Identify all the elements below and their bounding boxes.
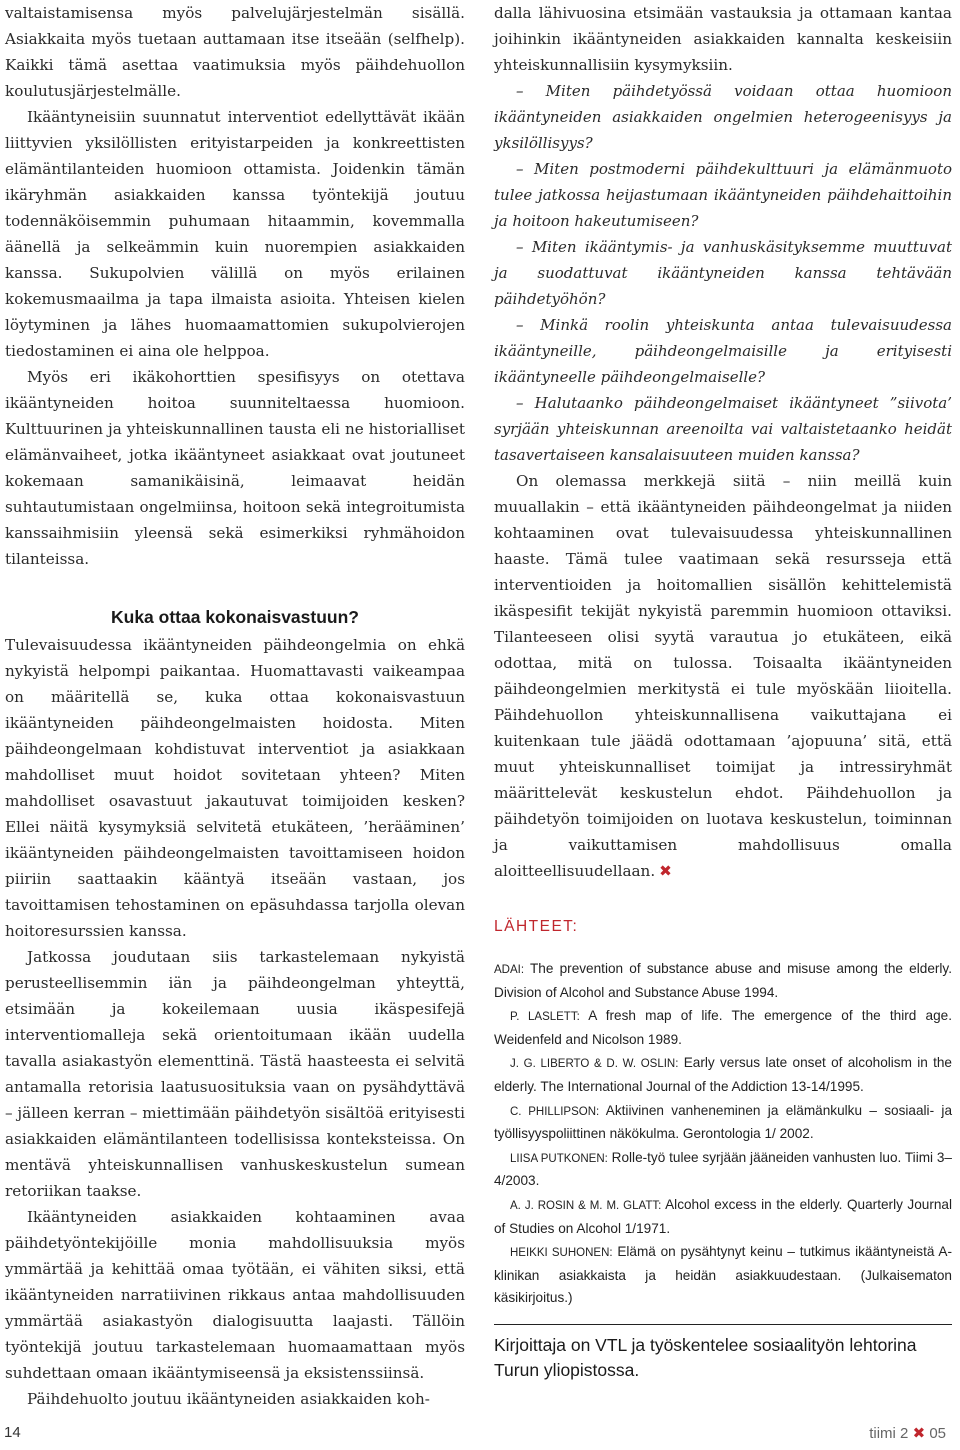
- question-item: – Miten päihdetyössä voidaan ottaa huomioon ikääntyneiden asiakkaiden ongelmien heterogeenisyys ja yksilöllisyys?: [494, 82, 952, 152]
- end-mark-icon: ✖: [659, 862, 672, 880]
- reference-author: P. LASLETT:: [510, 1011, 580, 1024]
- reference-author: J. G. LIBERTO & D. W. OSLIN:: [510, 1058, 679, 1071]
- divider: [494, 1324, 952, 1325]
- paragraph: Ikääntyneiden asiakkaiden kohtaaminen avaa päihdetyöntekijöille monia mahdollisuuksia myös ymmärtää ja kehittää omaa työtään, ei vähiten siksi, että ikääntyneiden narratiivinen rikkaus antaa mahdollisuuden ymmärtää asiakastyön dialogisuutta laajasti. Tällöin työntekijä joutuu tarkastelemaan huomaamattaan myös suhdettaan omaan ikääntymiseensä ja eksistenssiinsä.: [5, 1208, 465, 1382]
- paragraph: Jatkossa joudutaan siis tarkastelemaan nykyistä perusteellisemmin iän ja päihdeongelman yhteyttä, etsimään ja kokeilemaan uusia ikäspesifejä interventiomalleja sekä orientoitumaan ikään uudella tavalla asiakastyön elementtinä. Tästä haasteesta ei selvitä antamalla retorisia laatusuosituksia vaan on pysähdyttävä – jälleen kerran – miettimään päihdetyön sisältöä erityisesti asiakkaiden elämäntilanteen todellisissa konteksteissa. On mentävä yhteiskunnallisen vanhuskeskustelun sumean retoriikan taakse.: [5, 948, 465, 1200]
- reference-text: Aktiivinen vanheneminen ja elämänkulku – sosiaali- ja työllisyyspoliittinen näkökulma. Gerontologia 1/ 2002.: [494, 1102, 953, 1142]
- reference-item: [494, 1194, 952, 1240]
- question-item: – Miten ikääntymis- ja vanhuskäsityksemme muuttuvat ja suodattuvat ikääntyneiden kanssa tehtävään päihdetyöhön?: [494, 238, 952, 308]
- reference-item: [494, 1241, 952, 1310]
- paragraph: [494, 468, 952, 884]
- reference-text: The prevention of substance abuse and misuse among the elderly. Division of Alcohol and Substance Abuse 1994.: [494, 961, 952, 1000]
- reference-item: [494, 1005, 952, 1051]
- paragraph: Myös eri ikäkohorttien spesifisyys on otettava ikääntyneiden hoitoa suunniteltaessa huomioon. Kulttuurinen ja yhteiskunnallinen tausta eli ne historialliset elämänvaiheet, jotka ikääntyneet asiakkaat ovat joutuneet kokemaan samanikäisinä, leimaavat heidän suhtautumistaan ongelmiinsa, hoitoon sekä integroitumista kanssaihmisiin yleensä sekä esimerkiksi ryhmähoidon tilanteissa.: [5, 368, 465, 568]
- paragraph-text: On olemassa merkkejä siitä – niin meillä kuin muuallakin – että ikääntyneiden päihdeongelmat ja niiden kohtaaminen ovat tulevaisuudessa yhteiskunnallinen haaste. Tämä tulee vaatimaan sekä resursseja että interventioiden ja hoitomallien sisällön kehittelemistä ikäspesifit tekijät nykyistä paremmin huomioon ottaviksi. Tilanteeseen olisi syytä varautua jo etukäteen, eikä odottaa, mitä on tulossa. Toisaalta ikääntyneiden päihdeongelmien merkitystä ei tule myöskään liioitella. Päihdehuollon yhteiskunnallisena vaikuttajana ei kuitenkaan tule jäädä odottamaan ’ajopuuna’ sitä, että muut yhteiskunnalliset toimijat ja intressiryhmät määrittelevät keskustelun ehdot. Päihdehuollon ja päihdetyön toimijoiden on luotava keskustelun, toiminnan ja vaikuttamisen mahdollisuus omalla aloitteellisuudellaan.: [494, 472, 952, 880]
- reference-item: [494, 1052, 952, 1098]
- reference-author: C. PHILLIPSON:: [510, 1105, 600, 1118]
- references-list: [494, 958, 952, 1310]
- reference-item: [494, 1147, 952, 1193]
- issue-number: 05: [929, 1425, 946, 1442]
- reference-author: ADAI:: [494, 964, 525, 976]
- paragraph: valtaistamisensa myös palvelujärjestelmän sisällä. Asiakkaita myös tuetaan auttamaan itse itseään (selfhelp). Kaikki tämä asettaa vaatimuksia myös päihdehuollon koulutusjärjestelmälle.: [5, 4, 465, 100]
- reference-author: A. J. ROSIN & M. M. GLATT:: [510, 1199, 662, 1212]
- reference-author: LIISA PUTKONEN:: [510, 1152, 608, 1165]
- reference-text: Elämä on pysähtynyt keinu – tutkimus ikääntyneistä A-klinikan asiakkaista ja heidän asiakkuudestaan. (Julkaisematon käsikirjoitus.): [494, 1244, 952, 1306]
- left-column: [5, 0, 465, 1412]
- right-column: [494, 0, 952, 1383]
- author-note: Kirjoittaja on VTL ja työskentelee sosiaalityön lehtorina Turun yliopistossa.: [494, 1334, 917, 1380]
- magazine-footer: [869, 1424, 946, 1442]
- paragraph: Tulevaisuudessa ikääntyneiden päihdeongelmia on ehkä nykyistä helpompi paikantaa. Huomattavasti vaikeampaa on määritellä se, kuka ottaa kokonaisvastuun ikääntyneiden päihdeongelmaisten hoidosta. Miten päihdeongelmaan kohdistuvat interventiot ja asiakkaan mahdolliset muut hoidot sovitetaan yhteen? Miten mahdolliset osavastuut jakautuvat toimijoiden kesken? Ellei näitä kysymyksiä selvitetä etukäteen, ’herääminen’ ikääntyneiden päihdeongelmaisten tavoittamiseen hoidon piiriin saattaakin kääntyä itseään vastaan, jos tavoittamisen tehostaminen on epäsuhdassa tarjolla olevan hoitoresurssien kanssa.: [5, 636, 465, 940]
- reference-item: [494, 958, 952, 1004]
- question-item: – Miten postmoderni päihdekulttuuri ja elämänmuoto tulee jatkossa heijastumaan ikääntyneiden päihdehaittoihin ja hoitoon hakeutumiseen?: [494, 160, 952, 230]
- paragraph: Päihdehuolto joutuu ikääntyneiden asiakkaiden koh-: [27, 1390, 430, 1408]
- question-item: – Halutaanko päihdeongelmaiset ikääntyneet ”siivota’ syrjään yhteiskunnan areenoilta vai valtaistetaanko heidät tasavertaiseen kansalaisuuteen muiden kanssa?: [494, 394, 952, 464]
- paragraph: dalla lähivuosina etsimään vastauksia ja ottamaan kantaa joihinkin ikääntyneiden asiakkaiden kannalta keskeisiin yhteiskunnallisiin kysymyksiin.: [494, 4, 952, 74]
- reference-author: HEIKKI SUHONEN:: [510, 1247, 613, 1260]
- reference-text: Early versus late onset of alcoholism in the elderly. The International Journal of the Addiction 13-14/1995.: [494, 1055, 952, 1094]
- cross-mark-icon: ✖: [912, 1424, 926, 1442]
- magazine-name: tiimi 2: [869, 1425, 909, 1442]
- reference-text: Alcohol excess in the elderly. Quarterly Journal of Studies on Alcohol 1/1971.: [494, 1196, 953, 1236]
- reference-text: A fresh map of life. The emergence of the third age. Weidenfeld and Nicolson 1989.: [494, 1008, 952, 1047]
- page-number: 14: [4, 1424, 21, 1441]
- reference-item: [494, 1100, 952, 1146]
- question-item: – Minkä roolin yhteiskunta antaa tulevaisuudessa ikääntyneille, päihdeongelmaisille ja erityisesti ikääntyneelle päihdeongelmaiselle?: [494, 316, 952, 386]
- reference-text: Rolle-työ tulee syrjään jääneiden vanhusten luo. Tiimi 3–4/2003.: [494, 1149, 952, 1189]
- section-heading: Kuka ottaa kokonaisvastuun?: [111, 607, 359, 627]
- paragraph: Ikääntyneisiin suunnatut interventiot edellyttävät ikään liittyvien yksilöllisten erityistarpeiden ja konkreettisten elämäntilanteiden huomioon ottamista. Joidenkin tämän ikäryhmän asiakkaiden kanssa työntekijä joutuu todennäköisemmin puhumaan hitaammin, kovemmalla äänellä ja selkeämmin kuin nuorempien asiakkaiden kanssa. Sukupolvien välillä on myös erilainen kokemusmaailma ja tapa ilmaista asioita. Yhteisen kielen löytyminen ja lähes huomaamattomien sukupolvierojen tiedostaminen ei aina ole helppoa.: [5, 108, 465, 360]
- references-title: LÄHTEET:: [494, 918, 579, 935]
